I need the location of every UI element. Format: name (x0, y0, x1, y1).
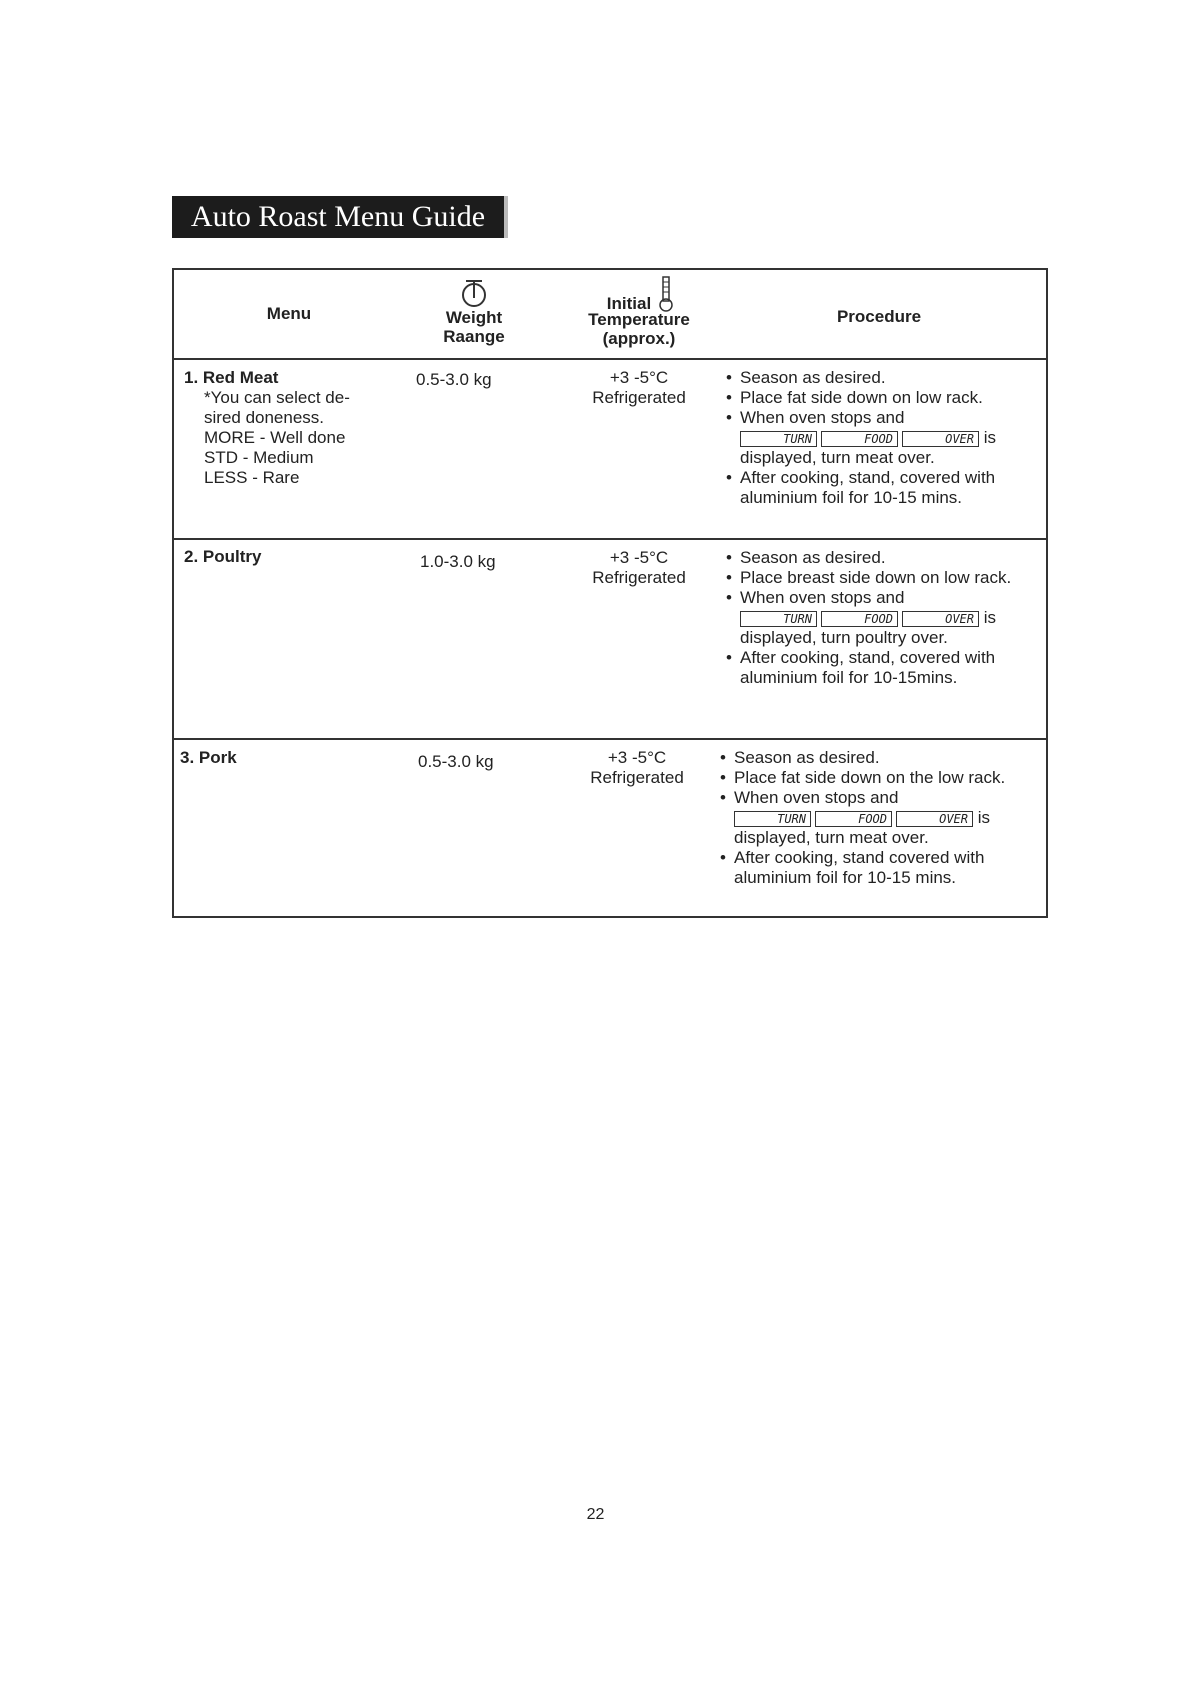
row-divider (174, 738, 1046, 740)
lcd-display (740, 431, 979, 447)
procedure-step (726, 588, 1044, 648)
procedure-step: • Season as desired. (726, 548, 1044, 568)
header-divider (174, 358, 1046, 360)
weight-range: 1.0-3.0 kg (420, 552, 496, 571)
procedure-step (720, 788, 1044, 848)
header-temp-line3: (approx.) (602, 329, 676, 348)
procedure-text: displayed, turn poultry over. (740, 628, 948, 647)
temperature-note: Refrigerated (592, 568, 686, 587)
page-number: 22 (586, 1506, 605, 1523)
header-menu: Menu (266, 304, 312, 323)
thermometer-icon (658, 276, 674, 312)
lcd-display (734, 811, 973, 827)
temperature-note: Refrigerated (592, 388, 686, 407)
procedure-text: When oven stops and (740, 408, 905, 427)
procedure-text: is (983, 608, 997, 627)
temperature-value: +3 -5°C (609, 368, 669, 387)
lcd-word: TURN (734, 811, 811, 827)
row-divider (174, 538, 1046, 540)
lcd-word: TURN (740, 611, 817, 627)
lcd-display (740, 611, 979, 627)
procedure-text: displayed, turn meat over. (734, 828, 929, 847)
header-temp-line1: Initial (606, 294, 652, 313)
temperature-note: Refrigerated (590, 768, 684, 787)
lcd-word: FOOD (815, 811, 892, 827)
header-weight-line1: Weight (445, 308, 503, 327)
timer-icon (460, 278, 488, 308)
procedure-step: • Season as desired. (726, 368, 1044, 388)
header-temperature (554, 276, 724, 348)
auto-roast-table (172, 268, 1048, 918)
procedure-text: is (983, 428, 997, 447)
procedure-step: • After cooking, stand, covered with aluminium foil for 10-15mins. (726, 648, 1044, 688)
menu-note: STD - Medium (204, 448, 314, 467)
temperature-value: +3 -5°C (607, 748, 667, 767)
menu-name: 2. Poultry (184, 547, 262, 566)
lcd-word: OVER (896, 811, 973, 827)
menu-name: 3. Pork (180, 748, 237, 767)
menu-name: 1. Red Meat (184, 368, 279, 387)
weight-range: 0.5-3.0 kg (416, 370, 492, 389)
procedure-step: • Place fat side down on low rack. (726, 388, 1044, 408)
temperature-value: +3 -5°C (609, 548, 669, 567)
procedure-step: • Place fat side down on the low rack. (720, 768, 1044, 788)
menu-note: LESS - Rare (204, 468, 300, 487)
procedure-step: • Season as desired. (720, 748, 1044, 768)
procedure-step: • After cooking, stand, covered with aluminium foil for 10-15 mins. (726, 468, 1044, 508)
lcd-word: TURN (740, 431, 817, 447)
header-weight (414, 278, 534, 346)
header-weight-line2: Raange (443, 327, 505, 346)
procedure-step (726, 408, 1044, 468)
header-temp-line2: Temperature (588, 310, 690, 329)
procedure-text: When oven stops and (740, 588, 905, 607)
procedure-step: • Place breast side down on low rack. (726, 568, 1044, 588)
procedure-text: When oven stops and (734, 788, 899, 807)
lcd-word: FOOD (821, 431, 898, 447)
weight-range: 0.5-3.0 kg (418, 752, 494, 771)
procedure-step: • After cooking, stand covered with aluminium foil for 10-15 mins. (720, 848, 1044, 888)
menu-note: MORE - Well done (204, 428, 346, 447)
lcd-word: OVER (902, 431, 979, 447)
procedure-text: is (977, 808, 991, 827)
lcd-word: FOOD (821, 611, 898, 627)
procedure-text: displayed, turn meat over. (740, 448, 935, 467)
header-procedure: Procedure (836, 307, 922, 326)
page-title: Auto Roast Menu Guide (172, 196, 508, 238)
menu-note: *You can select de- (204, 388, 350, 407)
lcd-word: OVER (902, 611, 979, 627)
menu-note: sired doneness. (204, 408, 325, 427)
